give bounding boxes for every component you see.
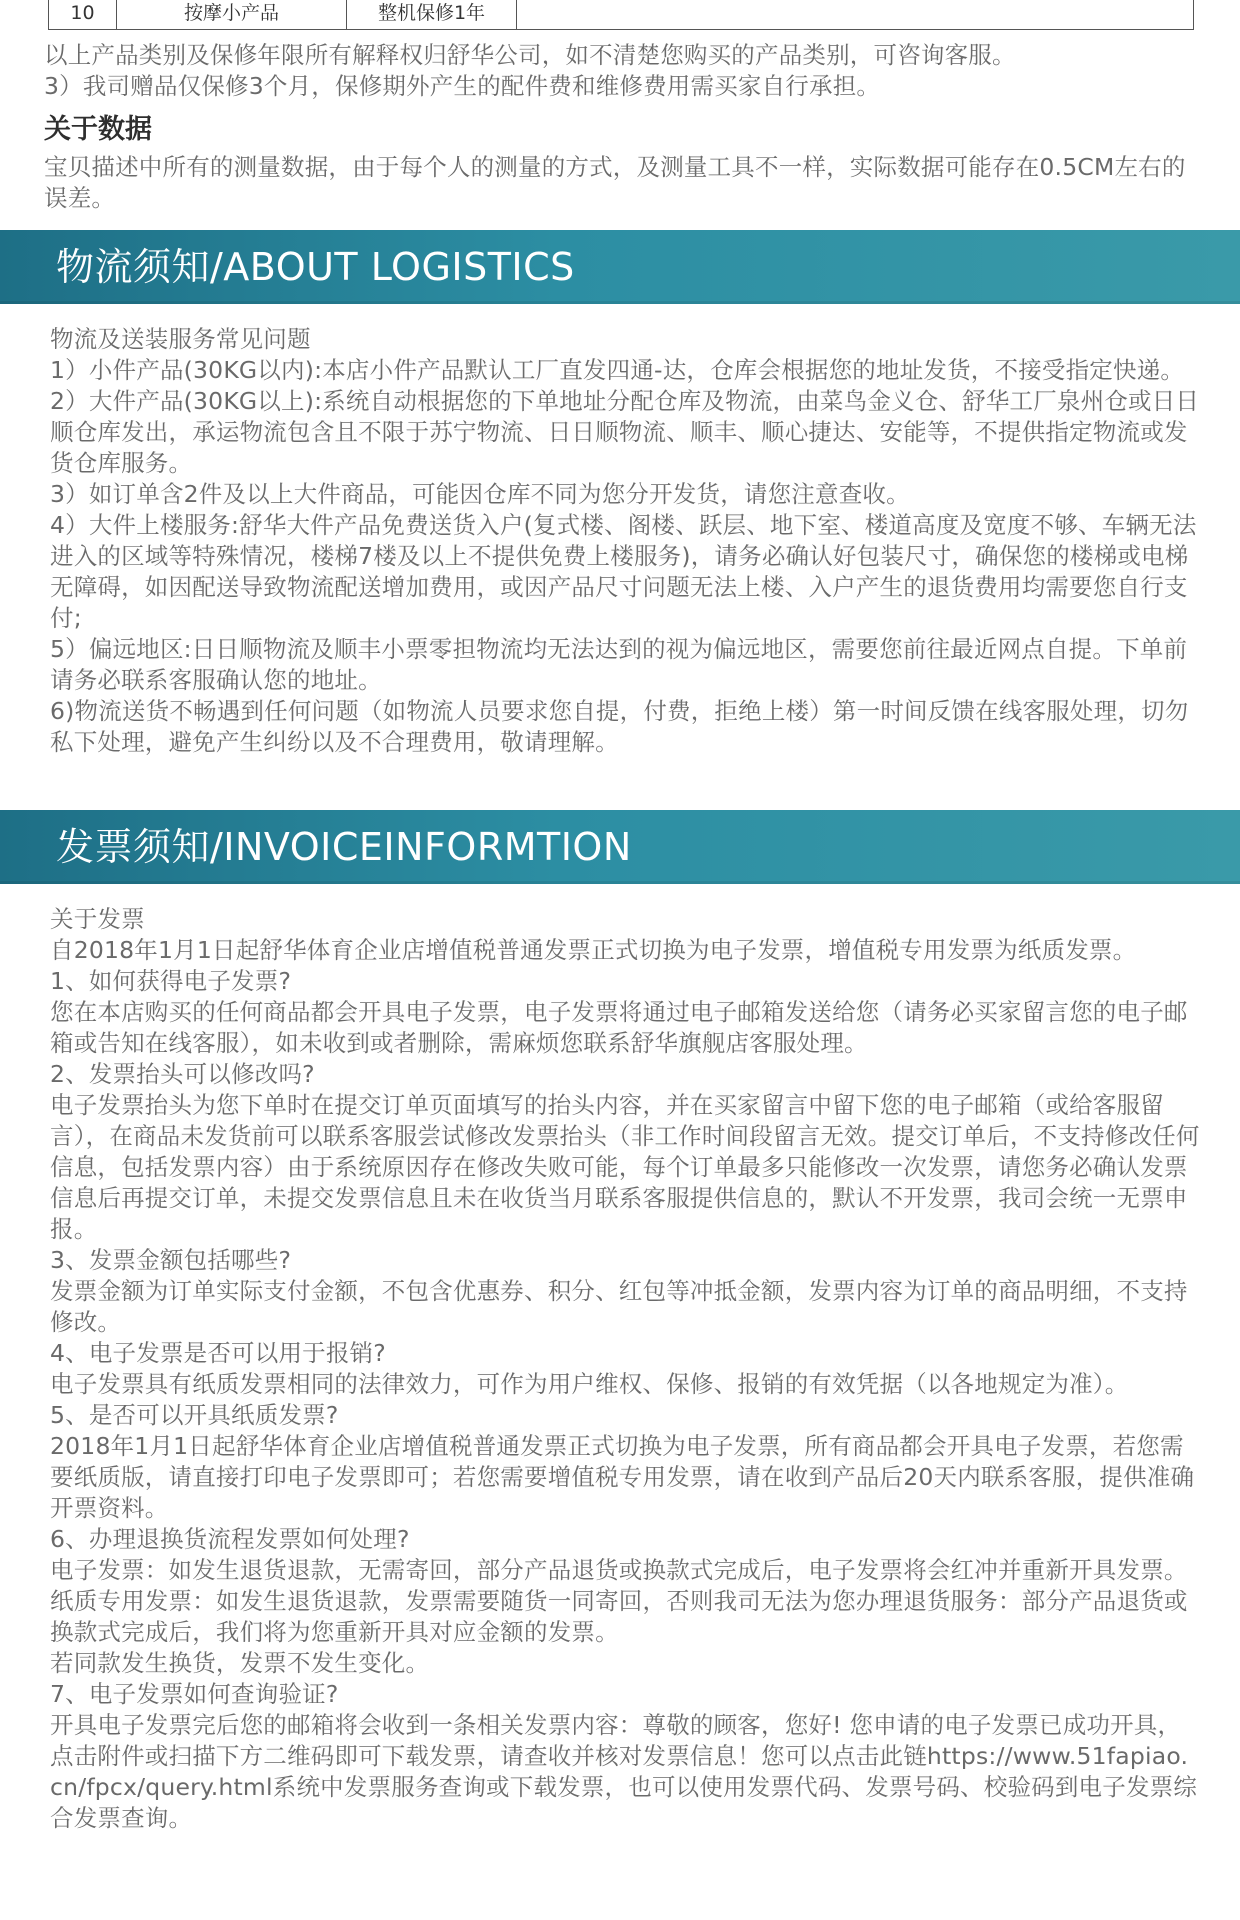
invoice-line: 您在本店购买的任何商品都会开具电子发票，电子发票将通过电子邮箱发送给您（请务必买家留言您的电子邮箱或告知在线客服），如未收到或者删除，需麻烦您联系舒华旗舰店客服处理。	[50, 998, 1188, 1057]
invoice-question: 5、是否可以开具纸质发票?	[50, 1401, 339, 1429]
invoice-question: 2、发票抬头可以修改吗?	[50, 1060, 315, 1088]
about-data-text: 宝贝描述中所有的测量数据，由于每个人的测量的方式，及测量工具不一样，实际数据可能存在0.5CM左右的误差。	[44, 153, 1186, 212]
logistics-item: 3）如订单含2件及以上大件商品，可能因仓库不同为您分开发货，请您注意查收。	[50, 480, 910, 508]
invoice-line: 电子发票具有纸质发票相同的法律效力，可作为用户维权、保修、报销的有效凭据（以各地规定为准）。	[50, 1370, 1129, 1398]
logistics-section-header	[0, 230, 1240, 304]
logistics-item: 2）大件产品(30KG以上):系统自动根据您的下单地址分配仓库及物流，由菜鸟金义仓、舒华工厂泉州仓或日日顺仓库发出，承运物流包含且不限于苏宁物流、日日顺物流、顺丰、顺心捷达、安能等，不提供指定物流或发货仓库服务。	[50, 387, 1200, 477]
warranty-notes	[44, 40, 1204, 102]
invoice-line: 电子发票：如发生退货退款，无需寄回，部分产品退货或换款式完成后，电子发票将会红冲并重新开具发票。	[50, 1556, 1188, 1584]
table-cell-index: 10	[49, 0, 117, 29]
logistics-content	[50, 324, 1200, 758]
logistics-subtitle: 物流及送装服务常见问题	[50, 325, 311, 353]
invoice-question: 1、如何获得电子发票?	[50, 967, 292, 995]
warranty-note-line: 3）我司赠品仅保修3个月，保修期外产生的配件费和维修费用需买家自行承担。	[44, 72, 881, 100]
table-cell-warranty: 整机保修1年	[347, 0, 517, 29]
invoice-line: 2018年1月1日起舒华体育企业店增值税普通发票正式切换为电子发票，所有商品都会开具电子发票，若您需要纸质版，请直接打印电子发票即可；若您需要增值税专用发票，请在收到产品后20天内联系客服，提供准确开票资料。	[50, 1432, 1195, 1522]
table-cell-category: 按摩小产品	[117, 0, 347, 29]
about-data-body	[44, 152, 1194, 214]
invoice-content	[50, 904, 1200, 1834]
invoice-line: 若同款发生换货，发票不发生变化。	[50, 1649, 430, 1677]
invoice-section-title: 发票须知/INVOICEINFORMTION	[56, 825, 632, 869]
invoice-line: 发票金额为订单实际支付金额，不包含优惠券、积分、红包等冲抵金额，发票内容为订单的商品明细，不支持修改。	[50, 1277, 1188, 1336]
invoice-question: 6、办理退换货流程发票如何处理?	[50, 1525, 410, 1553]
invoice-line: 自2018年1月1日起舒华体育企业店增值税普通发票正式切换为电子发票，增值税专用发票为纸质发票。	[50, 936, 1137, 964]
invoice-line: 电子发票抬头为您下单时在提交订单页面填写的抬头内容，并在买家留言中留下您的电子邮箱（或给客服留言），在商品未发货前可以联系客服尝试修改发票抬头（非工作时间段留言无效。提交订单后，不支持修改任何信息，包括发票内容）由于系统原因存在修改失败可能，每个订单最多只能修改一次发票，请您务必确认发票信息后再提交订单，未提交发票信息且未在收货当月联系客服提供信息的，默认不开发票，我司会统一无票申报。	[50, 1091, 1200, 1243]
invoice-line: 开具电子发票完后您的邮箱将会收到一条相关发票内容：尊敬的顾客，您好! 您申请的电子发票已成功开具，点击附件或扫描下方二维码即可下载发票，请查收并核对发票信息！您可以点击此链https://www.51fapiao.cn/fpcx/query.html系统中发票服务查询或下载发票，也可以使用发票代码、发票号码、校验码到电子发票综合发票查询。	[50, 1711, 1198, 1832]
warranty-note-line: 以上产品类别及保修年限所有解释权归舒华公司，如不清楚您购买的产品类别，可咨询客服。	[44, 41, 1016, 69]
invoice-question: 7、电子发票如何查询验证?	[50, 1680, 339, 1708]
about-data-heading: 关于数据	[44, 114, 152, 145]
logistics-item: 4）大件上楼服务:舒华大件产品免费送货入户(复式楼、阁楼、跃层、地下室、楼道高度及宽度不够、车辆无法进入的区域等特殊情况，楼梯7楼及以上不提供免费上楼服务)，请务必确认好包装尺寸，确保您的楼梯或电梯无障碍，如因配送导致物流配送增加费用，或因产品尺寸问题无法上楼、入户产生的退货费用均需要您自行支付;	[50, 511, 1197, 632]
table-cell-empty	[517, 0, 1193, 29]
warranty-table-row	[48, 0, 1194, 30]
invoice-line: 纸质专用发票：如发生退货退款，发票需要随货一同寄回，否则我司无法为您办理退货服务：部分产品退货或换款式完成后，我们将为您重新开具对应金额的发票。	[50, 1587, 1188, 1646]
logistics-item: 5）偏远地区:日日顺物流及顺丰小票零担物流均无法达到的视为偏远地区，需要您前往最近网点自提。下单前请务必联系客服确认您的地址。	[50, 635, 1188, 694]
invoice-question: 4、电子发票是否可以用于报销?	[50, 1339, 386, 1367]
logistics-item: 6)物流送货不畅遇到任何问题（如物流人员要求您自提，付费，拒绝上楼）第一时间反馈在线客服处理，切勿私下处理，避免产生纠纷以及不合理费用，敬请理解。	[50, 697, 1189, 756]
invoice-section-header	[0, 810, 1240, 884]
logistics-section-title: 物流须知/ABOUT LOGISTICS	[56, 245, 575, 289]
invoice-question: 3、发票金额包括哪些?	[50, 1246, 292, 1274]
logistics-item: 1）小件产品(30KG以内):本店小件产品默认工厂直发四通-达，仓库会根据您的地址发货，不接受指定快递。	[50, 356, 1185, 384]
invoice-line: 关于发票	[50, 905, 145, 933]
